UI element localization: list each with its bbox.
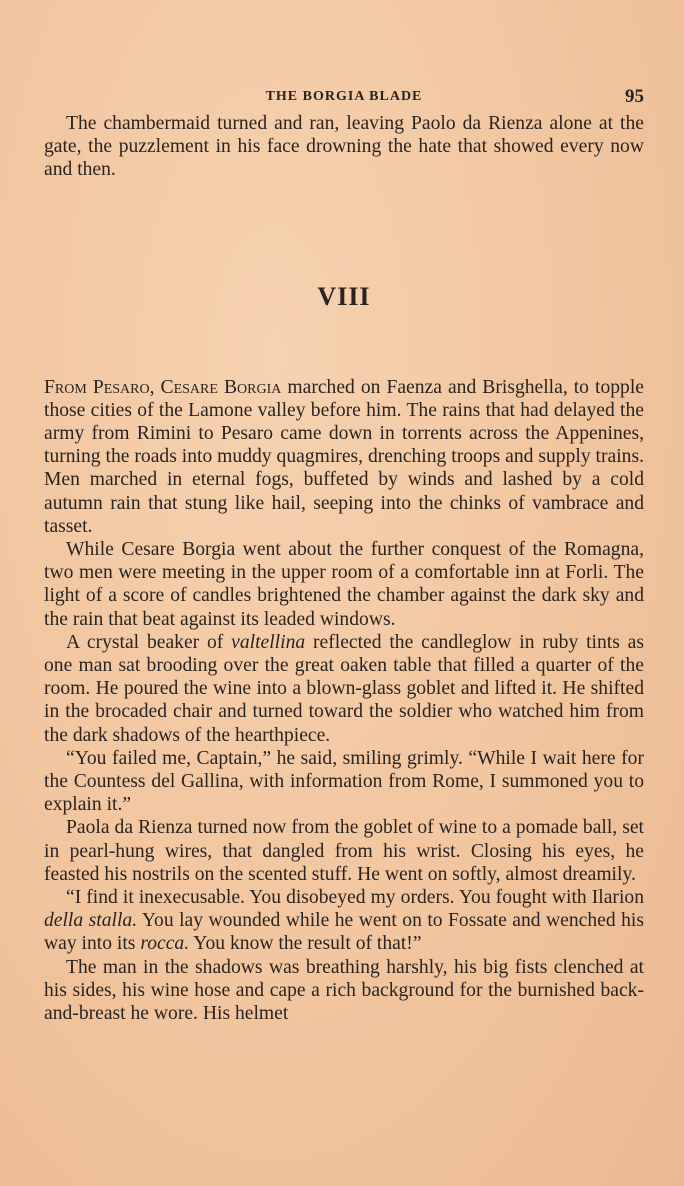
paragraph-6: [44, 886, 644, 956]
paragraph-3-italic: valtellina: [231, 631, 306, 653]
paragraph-6-italic2: rocca.: [140, 933, 190, 955]
paragraph-7: The man in the shadows was breathing harshly, his big fists clenched at his sides, his wine hose and cape a rich background for the burnished back-and-breast he wore. His helmet: [44, 956, 644, 1025]
first-paragraph-lead: From Pesaro, Cesare Borgia: [44, 376, 282, 398]
chapter-heading: VIII: [317, 281, 371, 311]
running-head: [44, 84, 644, 112]
paragraph-4: “You failed me, Captain,” he said, smiling grimly. “While I wait here for the Countess del Gallina, with information from Rome, I summoned you to explain it.”: [44, 747, 644, 816]
running-title: THE BORGIA BLADE: [265, 89, 423, 104]
paragraph-3-before: A crystal beaker of: [66, 631, 232, 653]
paragraph-6-part3: You know the result of that!”: [189, 933, 422, 955]
opening-paragraph: The chambermaid turned and ran, leaving Paolo da Rienza alone at the gate, the puzzlement in his face drowning the hate that showed every now and then.: [44, 113, 644, 181]
paragraph-6-part2: You lay wounded while he went on to Fossate and wenched his way into its: [44, 910, 644, 955]
paragraph-3: [44, 631, 644, 747]
paragraph-2: While Cesare Borgia went about the further conquest of the Romagna, two men were meeting in the upper room of a comfortable inn at Forli. The light of a score of candles brightened the chamber against the dark sky and the rain that beat against its leaded windows.: [44, 539, 644, 630]
first-paragraph: [44, 376, 644, 538]
paragraph-5: Paola da Rienza turned now from the goblet of wine to a pomade ball, set in pearl-hung wires, that dangled from his wrist. Closing his eyes, he feasted his nostrils on the scented stuff. He went on softly, almost dreamily.: [44, 817, 644, 885]
book-page: [44, 84, 644, 1025]
paragraph-6-part1: “I find it inexecusable. You disobeyed my orders. You fought with Ilarion: [66, 887, 644, 909]
first-paragraph-text: marched on Faenza and Brisghella, to topple those cities of the Lamone valley before him. The rains that had delayed the army from Rimini to Pesaro came down in torrents across the Appenines, turning the roads into muddy quagmires, drenching troops and supply trains. Men marched in eternal fogs, buffeted by winds and lashed by a cold autumn rain that stung like hail, seeping into the chinks of vambrace and tasset.: [44, 376, 644, 537]
paragraph-3-after: reflected the candleglow in ruby tints as one man sat brooding over the great oaken table that filled a quarter of the room. He poured the wine into a blown-glass goblet and lifted it. He shifted in the brocaded chair and turned toward the soldier who watched him from the dark shadows of the hearthpiece.: [44, 631, 644, 746]
page-number: 95: [625, 86, 644, 107]
paragraph-6-italic1: della stalla.: [44, 910, 138, 932]
